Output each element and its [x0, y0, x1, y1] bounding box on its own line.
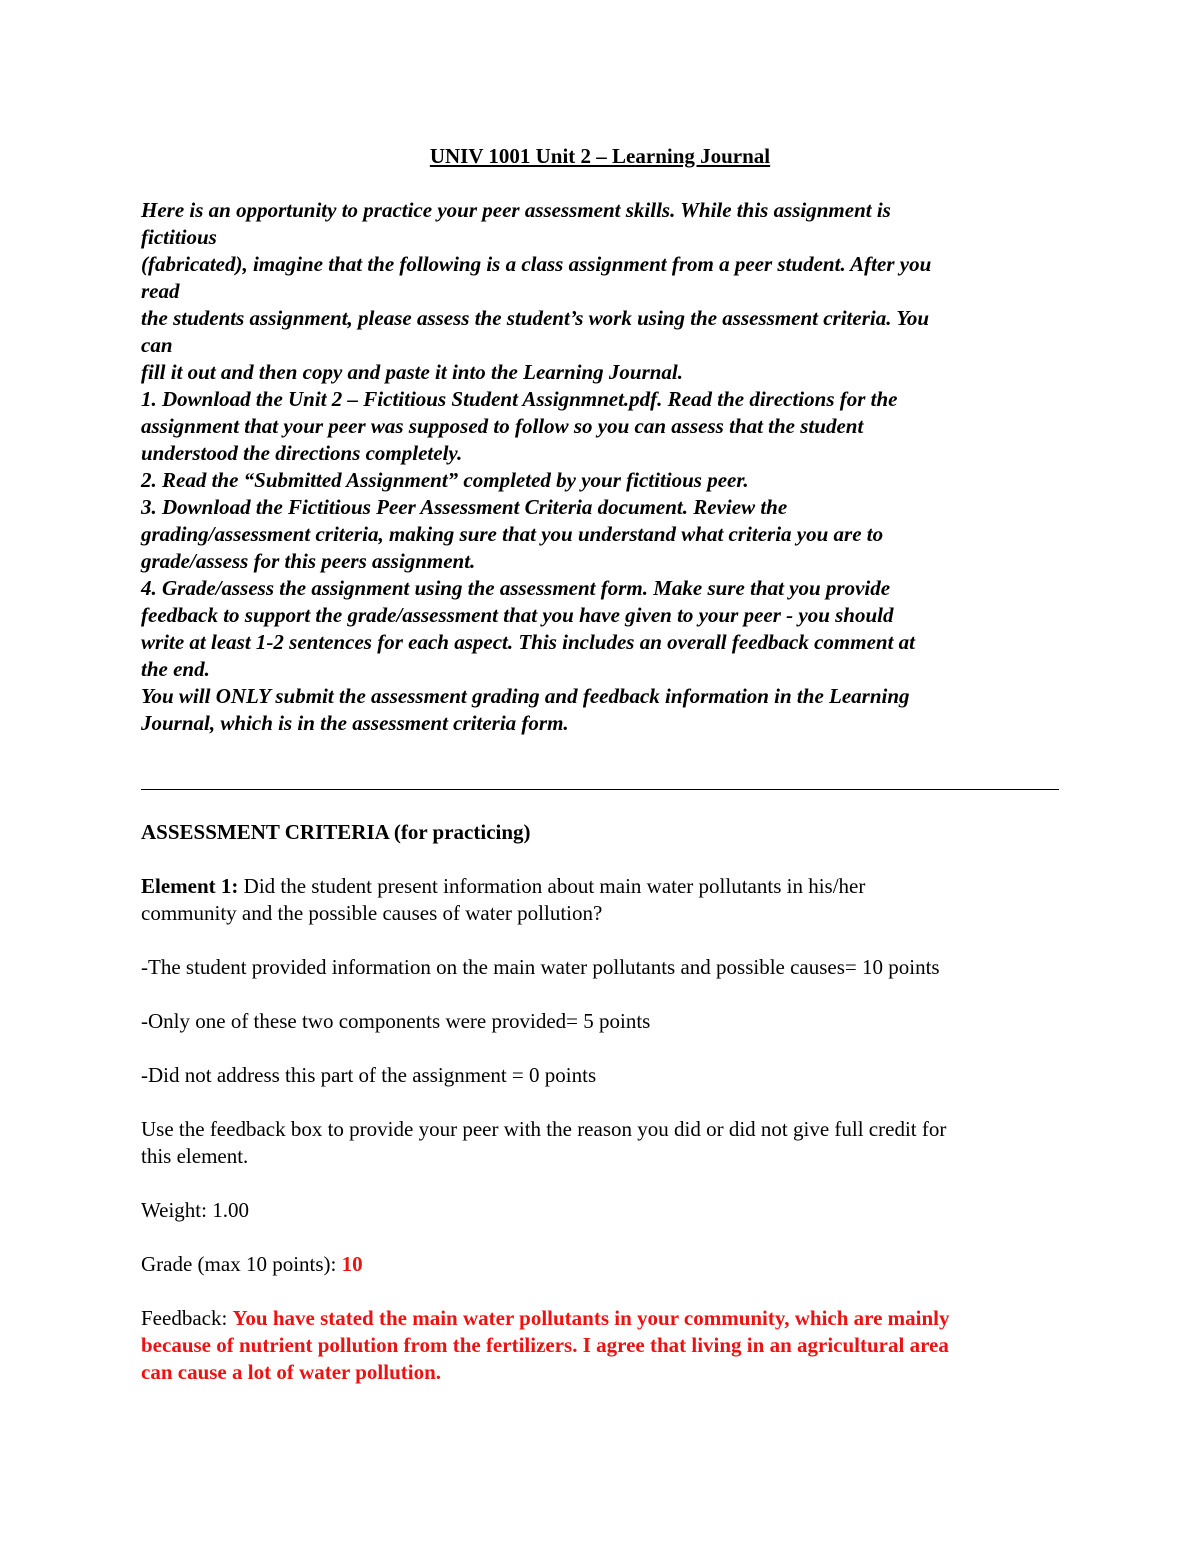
feedback-text: You have stated the main water pollutants in your community, which are mainly	[232, 1306, 950, 1330]
instruction-line: 1. Download the Unit 2 – Fictitious Student Assignmnet.pdf. Read the directions for the	[141, 387, 898, 411]
page-title: UNIV 1001 Unit 2 – Learning Journal	[429, 144, 771, 168]
grade-row	[141, 1251, 1059, 1278]
feedback-instruction-continued: this element.	[141, 1144, 249, 1168]
instruction-line: Here is an opportunity to practice your peer assessment skills. While this assignment is	[141, 198, 891, 222]
horizontal-divider	[141, 789, 1059, 790]
instruction-line: read	[141, 279, 180, 303]
grade-value: 10	[341, 1252, 363, 1276]
assessment-criteria-section	[141, 819, 1059, 1386]
option-full-credit: -The student provided information on the main water pollutants and possible causes= 10 points	[141, 955, 940, 979]
instruction-line: grade/assess for this peers assignment.	[141, 549, 476, 573]
instruction-line: fictitious	[141, 225, 217, 249]
feedback-row	[141, 1305, 1059, 1332]
criteria-heading: ASSESSMENT CRITERIA (for practicing)	[141, 820, 531, 844]
feedback-text-continued: because of nutrient pollution from the fertilizers. I agree that living in an agricultural area	[141, 1333, 949, 1357]
instruction-line: 4. Grade/assess the assignment using the assessment form. Make sure that you provide	[141, 576, 891, 600]
instruction-line: fill it out and then copy and paste it into the Learning Journal.	[141, 360, 684, 384]
instruction-line: 2. Read the “Submitted Assignment” completed by your fictitious peer.	[141, 468, 749, 492]
element-question-continued: community and the possible causes of water pollution?	[141, 901, 603, 925]
instruction-line: You will ONLY submit the assessment grading and feedback information in the Learning	[141, 684, 910, 708]
instruction-line: assignment that your peer was supposed to follow so you can assess that the student	[141, 414, 864, 438]
instruction-line: Journal, which is in the assessment criteria form.	[141, 711, 569, 735]
instruction-line: (fabricated), imagine that the following is a class assignment from a peer student. After you	[141, 252, 932, 276]
feedback-label: Feedback:	[141, 1306, 233, 1330]
element-question	[141, 873, 1059, 900]
option-half-credit: -Only one of these two components were provided= 5 points	[141, 1009, 651, 1033]
instruction-line: feedback to support the grade/assessment that you have given to your peer - you should	[141, 603, 894, 627]
instruction-line: grading/assessment criteria, making sure that you understand what criteria you are to	[141, 522, 884, 546]
instruction-line: the students assignment, please assess the student’s work using the assessment criteria. You	[141, 306, 930, 330]
instruction-line: 3. Download the Fictitious Peer Assessment Criteria document. Review the	[141, 495, 788, 519]
instruction-line: understood the directions completely.	[141, 441, 463, 465]
feedback-text-continued: can cause a lot of water pollution.	[141, 1360, 442, 1384]
option-no-credit: -Did not address this part of the assignment = 0 points	[141, 1063, 597, 1087]
instruction-line: write at least 1-2 sentences for each aspect. This includes an overall feedback comment at	[141, 630, 915, 654]
instruction-line: the end.	[141, 657, 210, 681]
element-label: Element 1:	[141, 874, 239, 898]
weight-value: Weight: 1.00	[141, 1198, 249, 1222]
instructions-block	[141, 197, 1041, 737]
feedback-instruction: Use the feedback box to provide your peer with the reason you did or did not give full credit for	[141, 1117, 947, 1141]
element-question-text: Did the student present information about main water pollutants in his/her	[238, 874, 866, 898]
instruction-line: can	[141, 333, 173, 357]
grade-label: Grade (max 10 points):	[141, 1252, 342, 1276]
